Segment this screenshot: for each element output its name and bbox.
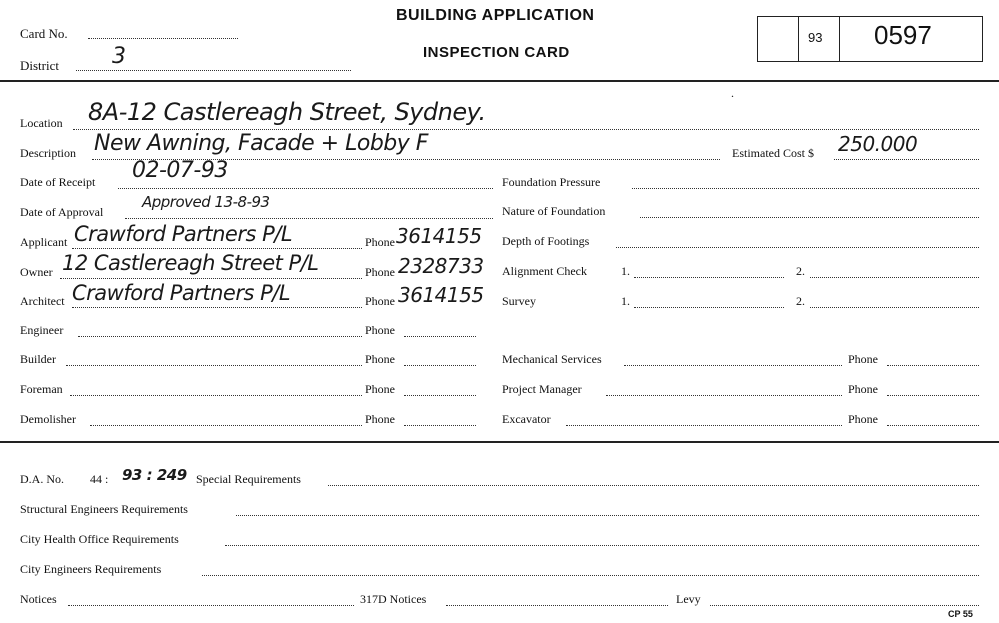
estimated-cost-field [834, 159, 979, 160]
header-rule [0, 80, 999, 82]
notices-field [68, 605, 354, 606]
survey-field-1 [634, 307, 784, 308]
health-requirements-field [225, 545, 979, 546]
da-value: 93 : 249 [122, 466, 187, 484]
card-prefix: 93 [808, 30, 823, 45]
architect-label: Architect [20, 294, 65, 308]
mechanical-services-field [624, 365, 842, 366]
district-field [76, 70, 351, 71]
foreman-label: Foreman [20, 382, 63, 396]
form-title: BUILDING APPLICATION [396, 7, 595, 24]
alignment-check-field-1 [634, 277, 784, 278]
date-approval-value: Approved 13-8-93 [142, 193, 270, 211]
nature-foundation-label: Nature of Foundation [502, 204, 606, 218]
date-approval-label: Date of Approval [20, 205, 104, 219]
project-manager-phone-label: Phone [848, 382, 878, 396]
project-manager-phone-field [887, 395, 979, 396]
estimated-cost-value: 250.000 [838, 132, 918, 156]
builder-label: Builder [20, 352, 56, 366]
location-value: 8A-12 Castlereagh Street, Sydney. [88, 98, 486, 126]
structural-requirements-field [236, 515, 979, 516]
location-field [73, 129, 979, 130]
location-label: Location [20, 116, 63, 130]
applicant-phone-value: 3614155 [396, 224, 482, 248]
card-number-divider-2 [839, 16, 840, 62]
survey-num1: 1. [621, 294, 630, 308]
engineer-phone-label: Phone [365, 323, 395, 337]
demolisher-phone-field [404, 425, 476, 426]
date-receipt-label: Date of Receipt [20, 175, 96, 189]
project-manager-field [606, 395, 842, 396]
survey-num2: 2. [796, 294, 805, 308]
depth-footings-label: Depth of Footings [502, 234, 590, 248]
project-manager-label: Project Manager [502, 382, 582, 396]
demolisher-phone-label: Phone [365, 412, 395, 426]
engineer-label: Engineer [20, 323, 64, 337]
date-receipt-field [118, 188, 493, 189]
builder-phone-field [404, 365, 476, 366]
excavator-label: Excavator [502, 412, 551, 426]
card-no-label: Card No. [20, 26, 68, 41]
survey-label: Survey [502, 294, 536, 308]
engineer-field [78, 336, 362, 337]
section-rule [0, 441, 999, 443]
alignment-check-num2: 2. [796, 264, 805, 278]
depth-footings-field [616, 247, 979, 248]
foundation-pressure-field [632, 188, 979, 189]
card-number-divider-1 [798, 16, 799, 62]
engineers-requirements-field [202, 575, 979, 576]
date-receipt-value: 02-07-93 [132, 158, 228, 183]
card-number-box [757, 16, 983, 62]
district-label: District [20, 58, 59, 73]
engineers-requirements-label: City Engineers Requirements [20, 562, 162, 576]
health-requirements-label: City Health Office Requirements [20, 532, 179, 546]
alignment-check-label: Alignment Check [502, 264, 587, 278]
applicant-field [72, 248, 362, 249]
card-no-field [88, 38, 238, 39]
da-no-label: D.A. No. [20, 472, 64, 486]
architect-field [72, 307, 362, 308]
excavator-phone-label: Phone [848, 412, 878, 426]
description-value: New Awning, Facade + Lobby F [94, 131, 428, 156]
alignment-check-num1: 1. [621, 264, 630, 278]
owner-label: Owner [20, 265, 53, 279]
architect-phone-label: Phone [365, 294, 395, 308]
foundation-pressure-label: Foundation Pressure [502, 175, 601, 189]
builder-phone-label: Phone [365, 352, 395, 366]
architect-phone-value: 3614155 [398, 283, 484, 307]
form-subtitle: INSPECTION CARD [423, 44, 570, 61]
notices-label: Notices [20, 592, 57, 606]
foreman-phone-label: Phone [365, 382, 395, 396]
special-requirements-field [328, 485, 979, 486]
card-number: 0597 [874, 20, 932, 50]
demolisher-field [90, 425, 362, 426]
mechanical-phone-label: Phone [848, 352, 878, 366]
special-requirements-label: Special Requirements [196, 472, 301, 486]
stray-mark: . [731, 86, 734, 100]
district-value: 3 [112, 44, 126, 69]
estimated-cost-label: Estimated Cost $ [732, 146, 814, 160]
description-label: Description [20, 146, 76, 160]
nature-foundation-field [640, 217, 979, 218]
applicant-phone-label: Phone [365, 235, 395, 249]
notices-317d-field [446, 605, 668, 606]
mechanical-services-label: Mechanical Services [502, 352, 602, 366]
foreman-phone-field [404, 395, 476, 396]
notices-317d-label: 317D Notices [360, 592, 427, 606]
applicant-label: Applicant [20, 235, 68, 249]
builder-field [66, 365, 362, 366]
owner-phone-label: Phone [365, 265, 395, 279]
owner-phone-value: 2328733 [398, 254, 484, 278]
owner-field [60, 278, 362, 279]
alignment-check-field-2 [810, 277, 979, 278]
excavator-field [566, 425, 842, 426]
date-approval-field [125, 218, 493, 219]
levy-field [710, 605, 979, 606]
architect-value: Crawford Partners P/L [72, 281, 291, 305]
da-prefix: 44 : [90, 472, 109, 486]
excavator-phone-field [887, 425, 979, 426]
engineer-phone-field [404, 336, 476, 337]
form-code: CP 55 [948, 609, 973, 619]
applicant-value: Crawford Partners P/L [74, 222, 293, 246]
levy-label: Levy [676, 592, 701, 606]
foreman-field [70, 395, 362, 396]
owner-value: 12 Castlereagh Street P/L [62, 251, 319, 275]
mechanical-phone-field [887, 365, 979, 366]
structural-requirements-label: Structural Engineers Requirements [20, 502, 188, 516]
demolisher-label: Demolisher [20, 412, 76, 426]
survey-field-2 [810, 307, 979, 308]
